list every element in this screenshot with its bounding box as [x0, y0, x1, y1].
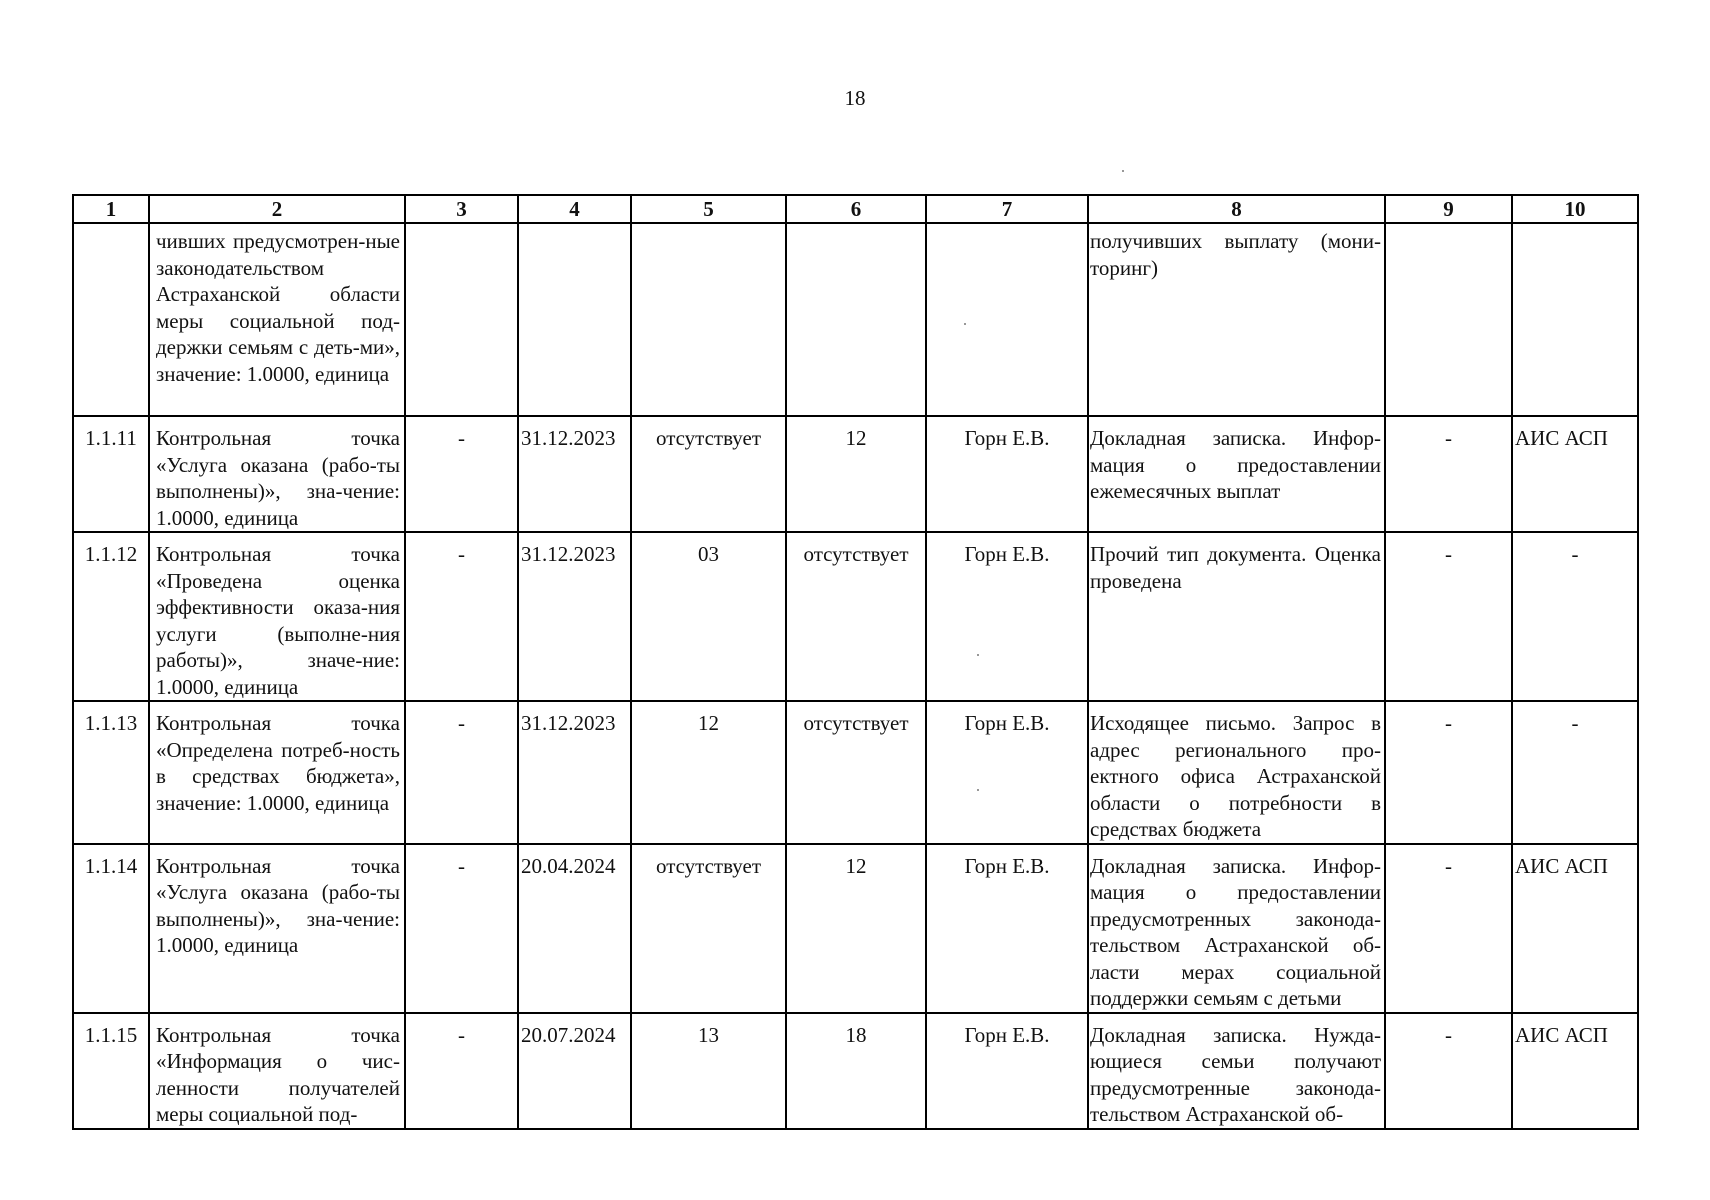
row-number: 1.1.11 [73, 416, 149, 532]
row-document: Прочий тип документа. Оценка проведена [1088, 532, 1385, 701]
row-document: Докладная записка. Инфор-мация о предоставлении ежемесячных выплат [1088, 416, 1385, 532]
row-description: чивших предусмотрен-ные законодательством Астраханской области меры социальной под-держки семьям с деть-ми», значение: 1.0000, единица [149, 223, 405, 416]
row-system: АИС АСП [1512, 1013, 1638, 1129]
table-row [73, 1013, 1638, 1129]
row-col5: 03 [631, 532, 786, 701]
column-header: 5 [631, 195, 786, 223]
row-col3 [405, 223, 518, 416]
row-description: Контрольная точка «Проведена оценка эффективности оказа-ния услуги (выполне-ния работы)», значе-ние: 1.0000, единица [149, 532, 405, 701]
column-header: 7 [926, 195, 1088, 223]
row-col3: - [405, 532, 518, 701]
row-col9: - [1385, 701, 1512, 844]
row-col9: - [1385, 844, 1512, 1013]
row-responsible: Горн Е.В. [926, 416, 1088, 532]
column-header: 6 [786, 195, 926, 223]
column-header: 2 [149, 195, 405, 223]
row-col9: - [1385, 416, 1512, 532]
row-date: 20.07.2024 [518, 1013, 631, 1129]
row-col6: 12 [786, 416, 926, 532]
row-col5: отсутствует [631, 416, 786, 532]
column-header: 1 [73, 195, 149, 223]
row-col9: - [1385, 532, 1512, 701]
row-document: получивших выплату (мони-торинг) [1088, 223, 1385, 416]
row-responsible [926, 223, 1088, 416]
column-header: 10 [1512, 195, 1638, 223]
table-row [73, 416, 1638, 532]
column-header: 8 [1088, 195, 1385, 223]
row-number: 1.1.14 [73, 844, 149, 1013]
row-col9: - [1385, 1013, 1512, 1129]
row-col6: 18 [786, 1013, 926, 1129]
row-col6: отсутствует [786, 532, 926, 701]
row-date [518, 223, 631, 416]
row-number: 1.1.12 [73, 532, 149, 701]
page-number: 18 [844, 86, 866, 110]
row-date: 31.12.2023 [518, 532, 631, 701]
row-number: 1.1.15 [73, 1013, 149, 1129]
row-system: - [1512, 701, 1638, 844]
row-col3: - [405, 1013, 518, 1129]
control-points-table [72, 194, 1639, 1130]
row-number [73, 223, 149, 416]
column-header: 3 [405, 195, 518, 223]
row-system [1512, 223, 1638, 416]
row-col3: - [405, 701, 518, 844]
column-header: 9 [1385, 195, 1512, 223]
row-description: Контрольная точка «Услуга оказана (рабо-ты выполнены)», зна-чение: 1.0000, единица [149, 844, 405, 1013]
row-col3: - [405, 844, 518, 1013]
row-document: Докладная записка. Нужда-ющиеся семьи получают предусмотренные законода-тельством Астраханской об- [1088, 1013, 1385, 1129]
row-responsible: Горн Е.В. [926, 701, 1088, 844]
row-responsible: Горн Е.В. [926, 844, 1088, 1013]
row-document: Докладная записка. Инфор-мация о предоставлении предусмотренных законода-тельством Астраханской об-ласти мерах социальной поддержки семьям с детьми [1088, 844, 1385, 1013]
row-system: - [1512, 532, 1638, 701]
table-row [73, 844, 1638, 1013]
row-col6: 12 [786, 844, 926, 1013]
scan-speck [1122, 170, 1124, 172]
row-date: 20.04.2024 [518, 844, 631, 1013]
row-document: Исходящее письмо. Запрос в адрес регионального про-ектного офиса Астраханской области о потребности в средствах бюджета [1088, 701, 1385, 844]
row-col9 [1385, 223, 1512, 416]
row-description: Контрольная точка «Информация о чис-ленности получателей меры социальной под- [149, 1013, 405, 1129]
row-col5 [631, 223, 786, 416]
header-row [73, 195, 1638, 223]
row-description: Контрольная точка «Услуга оказана (рабо-ты выполнены)», зна-чение: 1.0000, единица [149, 416, 405, 532]
row-col5: отсутствует [631, 844, 786, 1013]
row-col3: - [405, 416, 518, 532]
row-responsible: Горн Е.В. [926, 1013, 1088, 1129]
table-row [73, 223, 1638, 416]
row-description: Контрольная точка «Определена потреб-ность в средствах бюджета», значение: 1.0000, единица [149, 701, 405, 844]
row-col6 [786, 223, 926, 416]
row-number: 1.1.13 [73, 701, 149, 844]
row-date: 31.12.2023 [518, 701, 631, 844]
column-header: 4 [518, 195, 631, 223]
row-system: АИС АСП [1512, 844, 1638, 1013]
row-system: АИС АСП [1512, 416, 1638, 532]
row-responsible: Горн Е.В. [926, 532, 1088, 701]
row-col5: 13 [631, 1013, 786, 1129]
table-row [73, 532, 1638, 701]
row-date: 31.12.2023 [518, 416, 631, 532]
row-col6: отсутствует [786, 701, 926, 844]
table-row [73, 701, 1638, 844]
row-col5: 12 [631, 701, 786, 844]
